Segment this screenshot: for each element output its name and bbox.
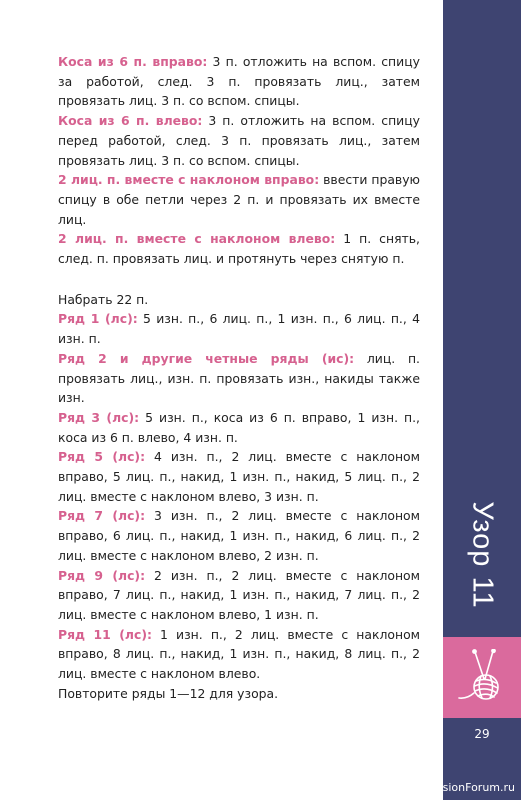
row-text: 2 изн. п., 2 лиц. вместе с наклоном вправо, 7 лиц. п., накид, 1 изн. п., накид, 7 лиц. п., 2 лиц. вместе с наклоном влево, 1 изн. п. (58, 567, 420, 622)
row-label: Ряд 1 (лс): (58, 311, 138, 327)
instruction-text: Повторите ряды 1—12 для узора. (58, 685, 279, 701)
definition-text: 1 п. снять, след. п. провязать лиц. и протянуть через снятую п. (58, 231, 420, 267)
row-text: 4 изн. п., 2 лиц. вместе с наклоном вправо, 5 лиц. п., накид, 1 изн. п., накид, 5 лиц. п., 2 лиц. вместе с наклоном влево, 3 изн. п. (58, 449, 420, 504)
chapter-sidebar (424, 0, 521, 800)
row-label: Ряд 9 (лс): (58, 567, 146, 583)
yarn-ball-needles-icon (457, 649, 507, 705)
row-label: Ряд 7 (лс): (58, 508, 146, 524)
term-label: 2 лиц. п. вместе с наклоном влево: (58, 231, 336, 247)
row-11 (58, 625, 420, 684)
row-7 (58, 506, 420, 565)
pattern-title-area (443, 480, 521, 630)
instructions-text (58, 52, 420, 704)
row-text: 1 изн. п., 2 лиц. вместе с наклоном вправо, 8 лиц. п., накид, 1 изн. п., накид, 8 лиц. п., 2 лиц. вместе с наклоном влево. (58, 626, 420, 682)
definition-text: 3 п. отложить на вспом. спицу перед работой, след. 3 п. провязать лиц., затем провязать лиц. 3 п. со вспом. спицы. (58, 113, 420, 168)
site-watermark: PassionForum.ru (424, 781, 515, 794)
cast-on-instruction (58, 290, 420, 310)
row-text: 3 изн. п., 2 лиц. вместе с наклоном вправо, 6 лиц. п., накид, 1 изн. п., накид, 6 лиц. п., 2 лиц. вместе с наклоном влево, 2 изн. п. (58, 508, 420, 563)
pattern-title: Узор 11 (466, 501, 499, 609)
term-label: Коса из 6 п. влево: (58, 113, 203, 129)
page-number: 29 (474, 727, 490, 741)
term-label: 2 лиц. п. вместе с наклоном вправо: (58, 172, 320, 188)
paragraph-gap (58, 269, 420, 290)
definition-k2tog-right (58, 170, 420, 229)
row-label: Ряд 5 (лс): (58, 449, 146, 465)
row-3 (58, 408, 420, 447)
row-label: Ряд 2 и другие четные ряды (ис): (58, 350, 355, 366)
repeat-instruction (58, 684, 420, 704)
definition-text: ввести правую спицу в обе петли через 2 п. и провязать их вместе лиц. (58, 172, 420, 227)
instruction-text: Набрать 22 п. (58, 291, 149, 307)
row-5 (58, 447, 420, 506)
row-text: 5 изн. п., коса из 6 п. вправо, 1 изн. п., коса из 6 п. влево, 4 изн. п. (58, 409, 420, 445)
row-1 (58, 309, 420, 348)
row-label: Ряд 3 (лс): (58, 409, 140, 425)
row-label: Ряд 11 (лс): (58, 626, 152, 642)
definition-k2tog-left (58, 229, 420, 268)
row-2-even (58, 349, 420, 408)
row-text: лиц. п. провязать лиц., изн. п. провязать изн., накиды также изн. (58, 350, 420, 406)
definition-left-cable (58, 111, 420, 170)
term-label: Коса из 6 п. вправо: (58, 54, 208, 69)
definition-right-cable (58, 52, 420, 111)
row-9 (58, 566, 420, 625)
definition-text: 3 п. отложить на вспом. спицу за работой, след. 3 п. провязать лиц., затем провязать лиц. 3 п. со вспом. спицы. (58, 54, 420, 109)
row-text: 5 изн. п., 6 лиц. п., 1 изн. п., 6 лиц. п., 4 изн. п. (58, 311, 420, 347)
